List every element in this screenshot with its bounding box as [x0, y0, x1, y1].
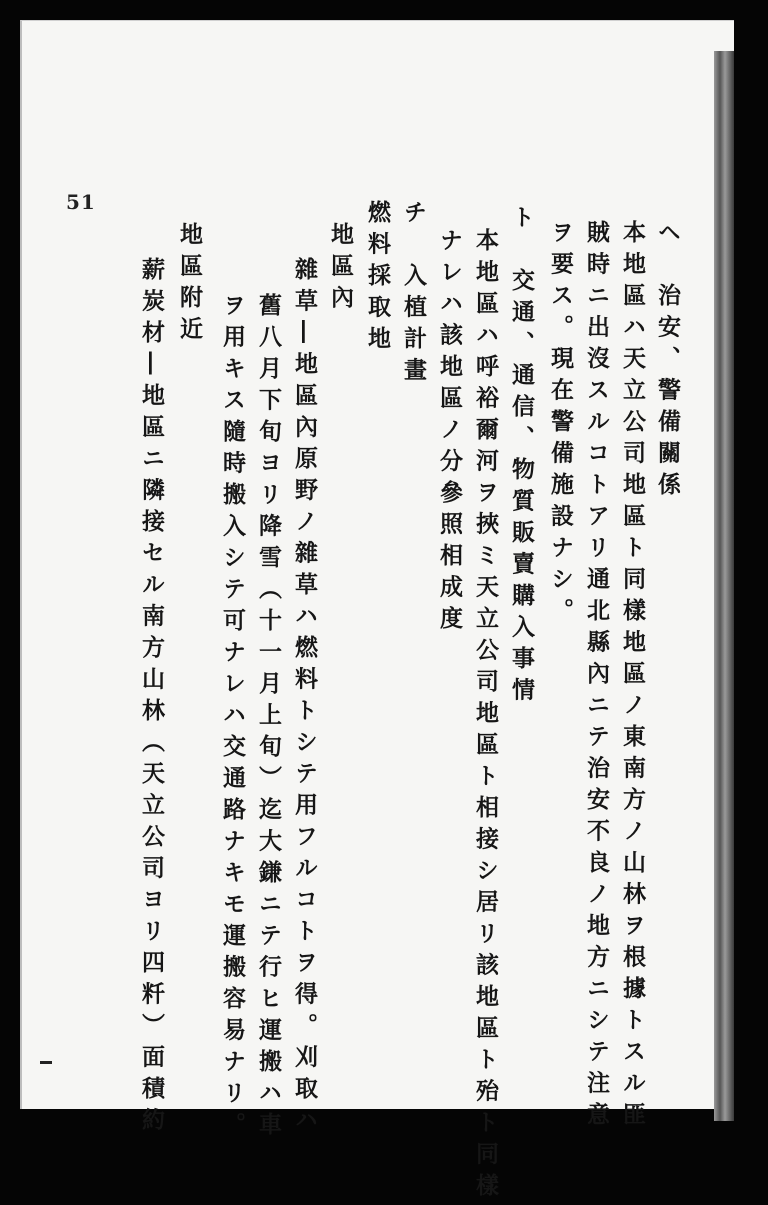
- text-line: ト 交通、通信、物質販賣購入事情: [508, 205, 535, 709]
- margin-mark: [40, 1061, 52, 1064]
- text-line: 賊時ニ出沒スルコトアリ通北縣內ニテ治安不良ノ地方ニシテ注意: [583, 220, 610, 1134]
- text-line: チ 入植計畫: [400, 200, 427, 389]
- text-line: ヲ要ス。現在警備施設ナシ。: [547, 220, 574, 630]
- text-line: 地區附近: [176, 222, 203, 348]
- text-line: 本地區ハ呼裕爾河ヲ挾ミ天立公司地區ト相接シ居リ該地區ト殆ト同樣: [472, 228, 499, 1205]
- text-line: 舊八月下旬ヨリ降雪（十一月上旬）迄大鎌ニテ行ヒ運搬ハ車: [255, 293, 282, 1144]
- book-binding-edge: [714, 51, 734, 1121]
- text-line: ナレハ該地區ノ分參照相成度: [436, 228, 463, 638]
- text-line: ヘ 治安、警備關係: [654, 220, 681, 504]
- page-number: 51: [66, 190, 96, 214]
- text-line: 本地區ハ天立公司地區ト同樣地區ノ東南方ノ山林ヲ根據トスル匪: [619, 220, 646, 1134]
- text-line: 薪炭材―地區ニ隣接セル南方山林（天立公司ヨリ四粁）面積約: [138, 257, 165, 1139]
- text-line: 燃料採取地: [364, 200, 391, 358]
- text-line: 地區內: [327, 222, 354, 317]
- text-line: ヲ用キス隨時搬入シテ可ナレハ交通路ナキモ運搬容易ナリ。: [219, 293, 246, 1144]
- text-line: 雜草―地區內原野ノ雜草ハ燃料トシテ用フルコトヲ得。刈取ハ: [291, 257, 318, 1139]
